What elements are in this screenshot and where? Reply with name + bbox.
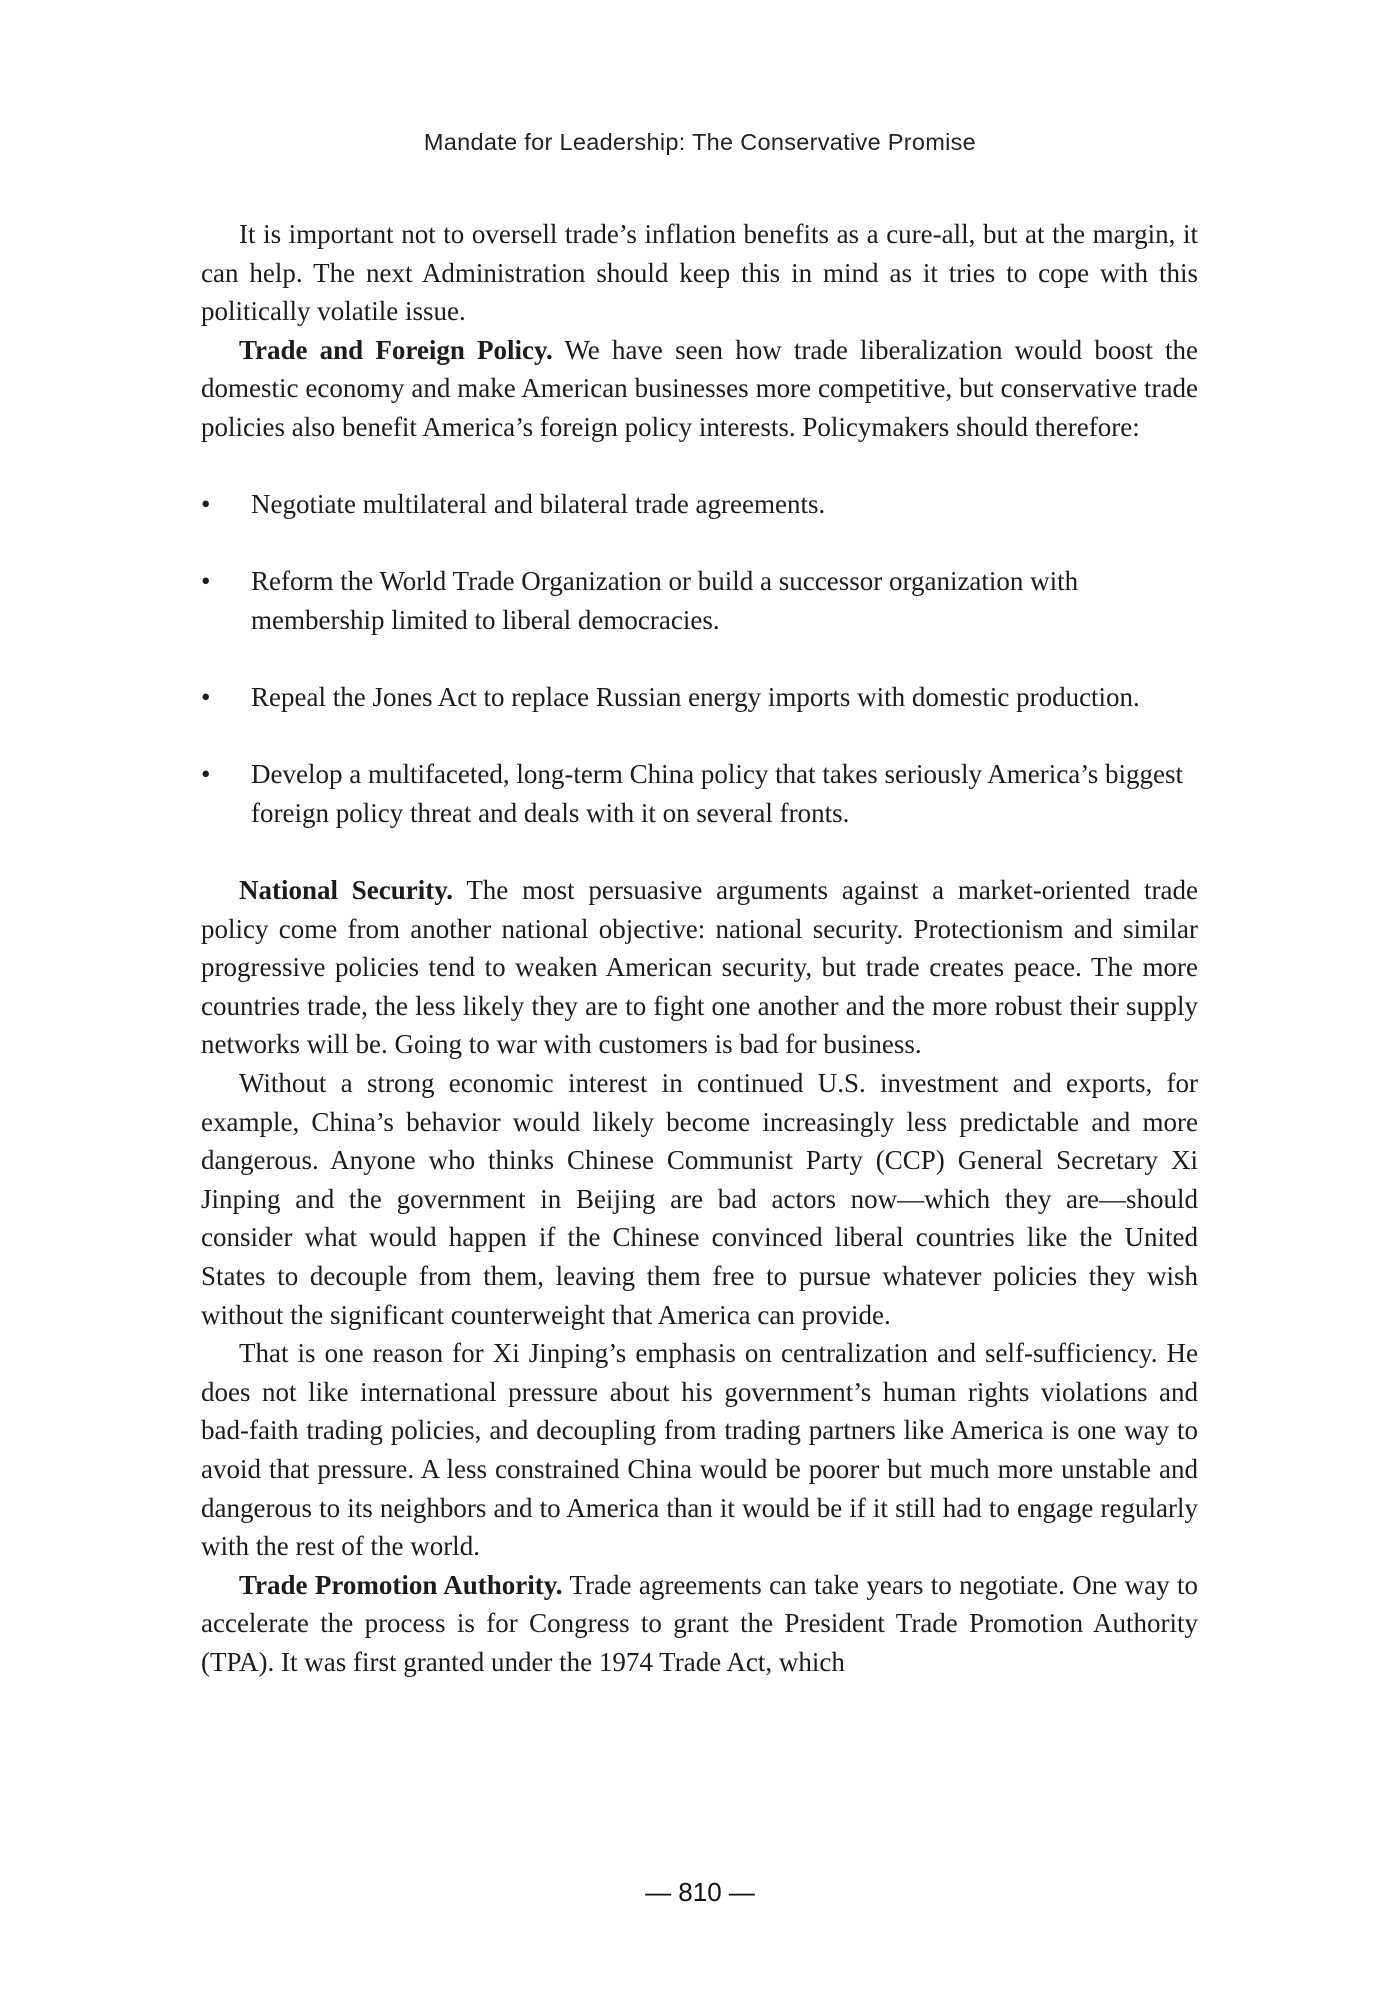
paragraph	[201, 871, 1198, 1064]
list-item	[201, 562, 1198, 639]
paragraph	[201, 331, 1198, 447]
bullet-icon: •	[201, 566, 211, 597]
running-header: Mandate for Leadership: The Conservative Promise	[423, 129, 977, 155]
paragraph: Without a strong economic interest in continued U.S. investment and exports, for example, China’s behavior would likely become increasingly less predictable and more dangerous. Anyone who thinks Chinese Communist Party (CCP) General Secretary Xi Jinping and the government in Beijing are bad actors now—which they are—should consider what would happen if the Chinese convinced liberal countries like the United States to decouple from them, leaving them free to pursue whatever policies they wish without the significant counterweight that America can provide.	[201, 1068, 1198, 1330]
list-item-text: Negotiate multilateral and bilateral trade agreements.	[251, 489, 826, 520]
recommendation-list	[201, 485, 1198, 832]
list-item	[201, 678, 1198, 717]
section-run-in-heading: Trade Promotion Authority.	[239, 1569, 563, 1600]
bullet-icon: •	[201, 682, 211, 713]
body-text	[201, 215, 1198, 1682]
bullet-icon: •	[201, 759, 211, 790]
list-item	[201, 755, 1198, 832]
paragraph	[201, 1566, 1198, 1682]
paragraph-text: Trade agreements can take years to negotiate. One way to accelerate the process is for Congress to grant the President Trade Promotion Authority (TPA). It was first granted under the 1974 Trade Act, which	[201, 1569, 1199, 1677]
section-run-in-heading: Trade and Foreign Policy.	[239, 334, 553, 365]
paragraph: It is important not to oversell trade’s inflation benefits as a cure-all, but at the margin, it can help. The next Administration should keep this in mind as it tries to cope with this politically volatile issue.	[201, 219, 1198, 327]
paragraph-text: The most persuasive arguments against a market-oriented trade policy come from another national objective: national security. Protectionism and similar progressive policies tend to weaken American security, but trade creates peace. The more countries trade, the less likely they are to fight one another and the more robust their supply networks will be. Going to war with customers is bad for business.	[201, 875, 1199, 1060]
page-number: — 810 —	[645, 1877, 755, 1907]
bullet-icon: •	[201, 489, 211, 520]
section-run-in-heading: National Security.	[239, 875, 454, 906]
list-item-text: Develop a multifaceted, long-term China policy that takes seriously America’s biggest foreign policy threat and deals with it on several fronts.	[251, 759, 1184, 828]
paragraph: That is one reason for Xi Jinping’s emphasis on centralization and self-sufficiency. He does not like international pressure about his government’s human rights violations and bad-faith trading policies, and decoupling from trading partners like America is one way to avoid that pressure. A less constrained China would be poorer but much more unstable and dangerous to its neighbors and to America than it would be if it still had to engage regularly with the rest of the world.	[201, 1338, 1198, 1562]
list-item	[201, 485, 1198, 524]
list-item-text: Reform the World Trade Organization or build a successor organization with membership limited to liberal democracies.	[251, 566, 1079, 635]
list-item-text: Repeal the Jones Act to replace Russian energy imports with domestic production.	[251, 682, 1140, 713]
paragraph-text: We have seen how trade liberalization would boost the domestic economy and make American businesses more competitive, but conservative trade policies also benefit America’s foreign policy interests. Policymakers should therefore:	[201, 334, 1198, 442]
